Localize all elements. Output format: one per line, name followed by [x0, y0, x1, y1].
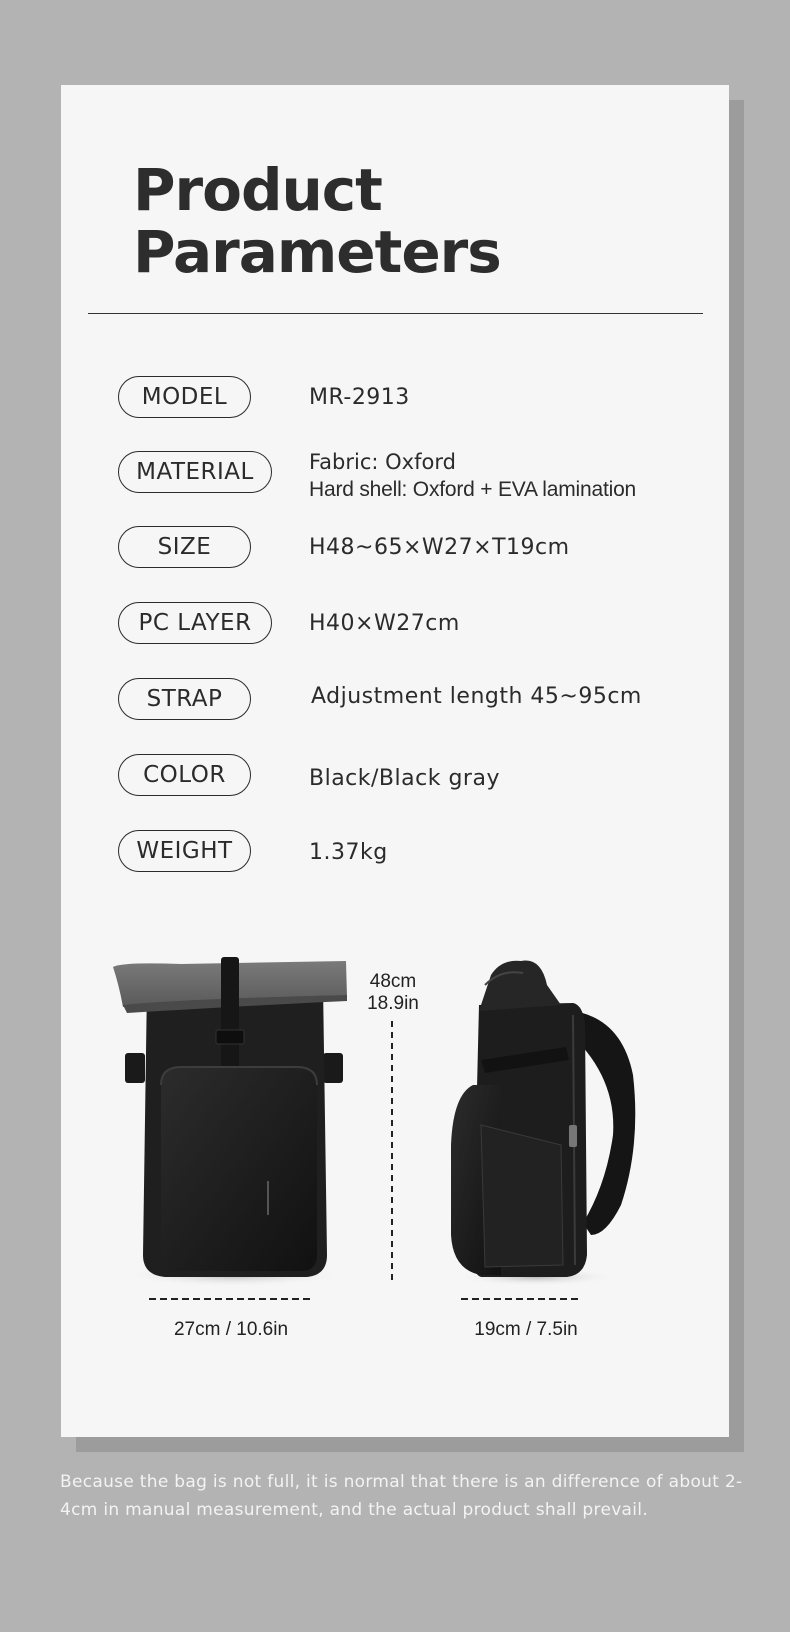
title-line-2: Parameters — [133, 218, 501, 286]
param-row-size — [61, 526, 729, 572]
param-label-strap: STRAP — [118, 678, 251, 720]
measurement-footnote: Because the bag is not full, it is normal that there is an difference of about 2-4cm in manual measurement, and the actual product shall prevail. — [60, 1472, 743, 1520]
param-row-weight — [61, 830, 729, 876]
param-row-color — [61, 754, 729, 800]
side-backpack-image — [451, 961, 635, 1287]
param-label-pc-layer: PC LAYER — [118, 602, 272, 644]
title-divider — [88, 313, 703, 314]
param-row-strap — [61, 678, 729, 724]
param-row-model — [61, 376, 729, 422]
param-label-size: SIZE — [118, 526, 251, 568]
page-title — [133, 156, 501, 286]
depth-label: 19cm / 7.5in — [474, 1319, 578, 1340]
material-shell: Hard shell: Oxford + EVA lamination — [309, 478, 637, 501]
param-value-material — [309, 448, 636, 504]
param-label-color: COLOR — [118, 754, 251, 796]
param-value-strap: Adjustment length 45~95cm — [311, 684, 642, 709]
param-value-weight: 1.37kg — [309, 840, 388, 865]
param-value-size: H48~65×W27×T19cm — [309, 535, 570, 560]
title-line-1: Product — [133, 156, 382, 224]
height-cm-label: 48cm — [369, 971, 417, 992]
param-value-color: Black/Black gray — [309, 766, 500, 791]
param-value-model: MR-2913 — [309, 385, 410, 410]
param-row-pc-layer — [61, 602, 729, 648]
height-in-label: 18.9in — [367, 993, 419, 1014]
width-label: 27cm / 10.6in — [173, 1319, 289, 1340]
param-row-material — [61, 450, 729, 501]
parameters-card — [61, 85, 729, 1437]
param-value-pc-layer: H40×W27cm — [309, 611, 460, 636]
material-fabric: Fabric: Oxford — [309, 450, 456, 474]
param-label-model: MODEL — [118, 376, 251, 418]
param-label-weight: WEIGHT — [118, 830, 251, 872]
param-label-material: MATERIAL — [118, 451, 272, 493]
front-backpack-image — [113, 957, 347, 1287]
